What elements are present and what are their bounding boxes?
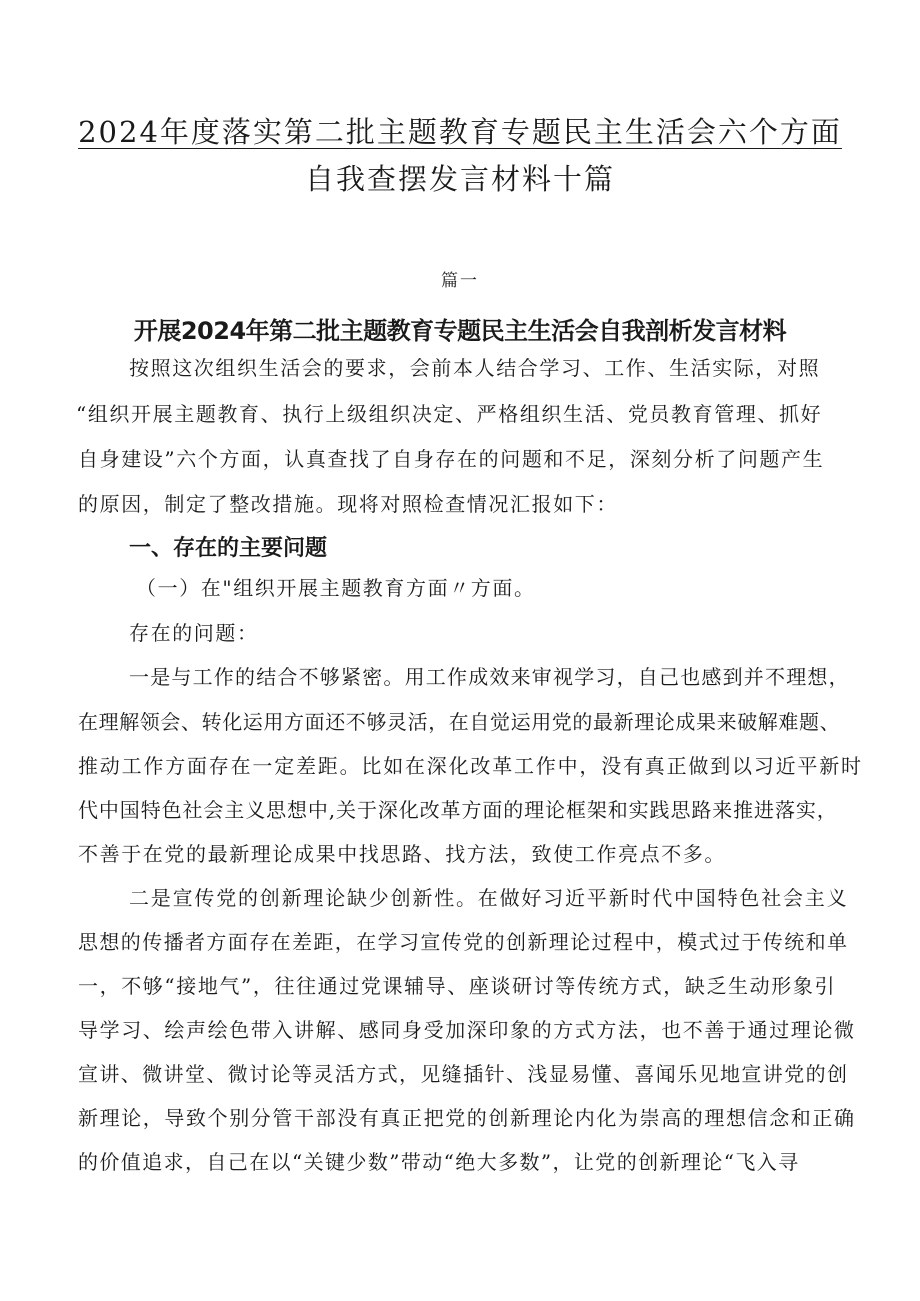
section-heading: 一、存在的主要问题 xyxy=(129,536,328,561)
intro-line: “组织开展主题教育、执行上级组织决定、严格组织生活、党员教育管理、抓好 xyxy=(76,402,823,426)
paragraph-line: 一，不够“接地气”，往往通过党课辅导、座谈研讨等传统方式，缺乏生动形象引 xyxy=(78,974,837,998)
paragraph-line: 二是宣传党的创新理论缺少创新性。在做好习近平新时代中国特色社会主义 xyxy=(129,886,849,910)
paragraph-line: 推动工作方面存在一定差距。比如在深化改革工作中，没有真正做到以习近平新时 xyxy=(78,754,863,778)
paragraph-line: 不善于在党的最新理论成果中找思路、找方法，致使工作亮点不多。 xyxy=(78,842,726,866)
paragraph-line: 在理解领会、转化运用方面还不够灵活，在自觉运用党的最新理论成果来破解难题、 xyxy=(78,710,841,734)
paragraph-line: 新理论，导致个别分管干部没有真正把党的创新理论内化为崇高的理想信念和正确 xyxy=(78,1106,856,1130)
paragraph-line: 一是与工作的结合不够紧密。用工作成效来审视学习，自己也感到并不理想， xyxy=(129,665,850,689)
paragraph-line: 的价值追求，自己在以“关键少数”带动“绝大多数”，让党的创新理论“飞入寻 xyxy=(78,1150,800,1174)
intro-line: 的原因，制定了整改措施。现将对照检查情况汇报如下： xyxy=(78,492,618,516)
sub-heading: （一）在"组织开展主题教育方面〃方面。 xyxy=(136,576,536,600)
section-label: 篇一 xyxy=(441,271,479,291)
problems-label: 存在的问题： xyxy=(129,621,259,645)
paragraph-line: 宣讲、微讲堂、微讨论等灵活方式，见缝插针、浅显易懂、喜闻乐见地宣讲党的创 xyxy=(78,1062,849,1086)
document-title-line-2: 自我查摆发言材料十篇 xyxy=(304,162,615,196)
article-subtitle: 开展2024年第二批主题教育专题民主生活会自我剖析发言材料 xyxy=(133,317,787,345)
intro-line: 按照这次组织生活会的要求，会前本人结合学习、工作、生活实际，对照 xyxy=(129,356,821,380)
paragraph-line: 导学习、绘声绘色带入讲解、感同身受加深印象的方式方法，也不善于通过理论微 xyxy=(78,1018,856,1042)
paragraph-line: 思想的传播者方面存在差距，在学习宣传党的创新理论过程中，模式过于传统和单 xyxy=(78,930,849,954)
document-title-line-1: 2024年度落实第二批主题教育专题民主生活会六个方面 xyxy=(78,115,842,149)
intro-line: 自身建设”六个方面，认真查找了自身存在的问题和不足，深刻分析了问题产生 xyxy=(78,447,825,471)
paragraph-line: 代中国特色社会主义思想中,关于深化改革方面的理论框架和实践思路来推进落实， xyxy=(78,798,838,822)
